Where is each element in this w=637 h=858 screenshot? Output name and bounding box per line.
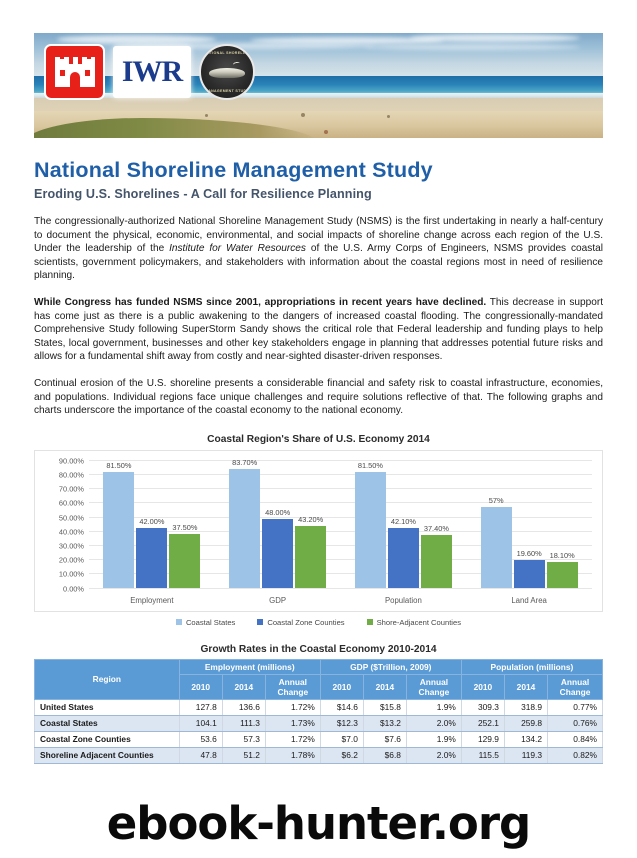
usace-castle-icon <box>44 44 105 100</box>
table-cell: $14.6 <box>320 699 363 715</box>
table-cell: 53.6 <box>179 731 222 747</box>
table-cell: 252.1 <box>461 715 504 731</box>
chart-bar-value-label: 42.10% <box>390 516 416 526</box>
beach-speck <box>324 130 328 134</box>
chart-bar-group <box>466 460 592 588</box>
table-cell: 0.84% <box>548 731 603 747</box>
table-cell: 309.3 <box>461 699 504 715</box>
table-cell: 2.0% <box>406 747 461 763</box>
chart-bar <box>421 523 452 588</box>
table-column-header: 2010 <box>179 674 222 699</box>
chart-legend-label: Coastal Zone Counties <box>267 617 345 627</box>
table-cell: $13.2 <box>363 715 406 731</box>
table-column-header: 2014 <box>504 674 547 699</box>
chart-bar <box>103 460 134 588</box>
chart-legend-swatch <box>176 619 182 625</box>
table-cell: 134.2 <box>504 731 547 747</box>
bar-chart <box>34 450 603 612</box>
table-header <box>35 659 603 699</box>
table-cell: $15.8 <box>363 699 406 715</box>
table-column-group-header: Employment (millions) <box>179 659 320 674</box>
table-cell: 104.1 <box>179 715 222 731</box>
chart-legend-label: Coastal States <box>185 617 236 627</box>
chart-bar <box>136 517 167 588</box>
header-banner-image <box>34 33 603 138</box>
table-cell: 47.8 <box>179 747 222 763</box>
chart-bar <box>262 508 293 587</box>
chart-y-tick-label: 0.00% <box>63 584 84 594</box>
chart-bar-value-label: 43.20% <box>298 515 324 525</box>
chart-bar-value-label: 81.50% <box>357 460 383 470</box>
chart-bar-value-label: 81.50% <box>106 460 132 470</box>
table-cell: 51.2 <box>222 747 265 763</box>
nsms-seal-bottom-text: MANAGEMENT STUDY <box>204 89 250 93</box>
table-column-header: Annual Change <box>265 674 320 699</box>
table-cell: 1.9% <box>406 699 461 715</box>
chart-legend-item[interactable] <box>367 618 461 627</box>
growth-rates-table <box>34 659 603 764</box>
table-cell: 57.3 <box>222 731 265 747</box>
chart-bar-group <box>89 460 215 588</box>
table-cell: 1.73% <box>265 715 320 731</box>
chart-x-tick-label: Population <box>384 595 422 605</box>
chart-legend-item[interactable] <box>257 618 344 627</box>
chart-bar-groups <box>89 457 592 588</box>
table-cell: 0.82% <box>548 747 603 763</box>
table-column-header: 2010 <box>320 674 363 699</box>
chart-y-tick-label: 50.00% <box>58 513 84 523</box>
table-cell: $7.0 <box>320 731 363 747</box>
chart-y-tick-label: 90.00% <box>58 456 84 466</box>
table-row-label: United States <box>35 699 180 715</box>
chart-bar-value-label: 37.40% <box>423 523 449 533</box>
chart-bar <box>295 515 326 587</box>
chart-bar <box>229 457 260 588</box>
chart-bar-value-label: 57% <box>488 495 504 505</box>
chart-y-tick-label: 20.00% <box>58 555 84 565</box>
chart-bar-value-label: 42.00% <box>139 517 165 526</box>
chart-bar <box>388 516 419 588</box>
table-cell: 1.78% <box>265 747 320 763</box>
chart-plot-area <box>58 456 592 594</box>
chart-x-tick-label: GDP <box>269 595 287 605</box>
table-cell: 119.3 <box>504 747 547 763</box>
table-column-header: 2014 <box>222 674 265 699</box>
table-column-group-header: Population (millions) <box>461 659 602 674</box>
table-cell: $6.2 <box>320 747 363 763</box>
chart-bar-value-label: 83.70% <box>232 457 258 467</box>
paragraph-1-text-a: The congressionally-authorized National Shoreline Management Study (NSMS) is the first undertaking in nearly a half-century to document the physical, economic, environmental, and social impacts of shoreline change across each region of the U.S. Under the leadership of the <box>34 216 603 255</box>
chart-title: Coastal Region's Share of U.S. Economy 2014 <box>207 433 430 445</box>
chart-legend-item[interactable] <box>176 618 235 627</box>
table-cell: 259.8 <box>504 715 547 731</box>
table-column-header: Annual Change <box>548 674 603 699</box>
table-cell: 318.9 <box>504 699 547 715</box>
table-cell: 115.5 <box>461 747 504 763</box>
table-row-label: Shoreline Adjacent Counties <box>35 747 180 763</box>
chart-legend-swatch <box>257 619 263 625</box>
chart-bar <box>169 523 200 587</box>
chart-bar <box>355 460 386 588</box>
nsms-seal-bird-icon <box>233 61 241 66</box>
paragraph-2-text: This decrease in support has come just as there is a public awakening to the dangers of increased coastal flooding. The congressionally-mandated Comprehensive Study following SuperStorm Sandy shows the critical role that Federal leadership and funding plays to help States, local government, businesses and other key stakeholders engage in planning that addresses potential future risks and allows for a fundamental shift away from costly and near-sighted disaster-driven responses. <box>34 296 603 363</box>
chart-bar-value-label: 18.10% <box>549 550 575 560</box>
table-column-group-header: Region <box>35 659 180 699</box>
institute-for-water-resources-emphasis: Institute for Water Resources <box>169 243 306 255</box>
table-cell: 1.72% <box>265 699 320 715</box>
page-subtitle: Eroding U.S. Shorelines - A Call for Resilience Planning <box>34 187 372 201</box>
iwr-logo: IWR <box>113 46 191 98</box>
table-cell: $6.8 <box>363 747 406 763</box>
paragraph-2-bold-lead: While Congress has funded NSMS since 2001, appropriations in recent years have declined. <box>34 296 487 308</box>
paragraph-intro <box>34 215 603 283</box>
table-cell: 0.76% <box>548 715 603 731</box>
nsms-seal-top-text: NATIONAL SHORELINE <box>204 51 250 55</box>
table-column-header: 2014 <box>363 674 406 699</box>
table-cell: 127.8 <box>179 699 222 715</box>
chart-y-tick-label: 10.00% <box>58 569 84 579</box>
table-cell: $7.6 <box>363 731 406 747</box>
banner-logo-row <box>44 44 255 100</box>
table-row <box>35 715 603 731</box>
chart-bar-value-label: 19.60% <box>516 548 542 558</box>
nsms-seal-icon <box>199 44 255 100</box>
chart-x-axis-labels <box>89 596 592 605</box>
table-row-label: Coastal Zone Counties <box>35 731 180 747</box>
paragraph-erosion: Continual erosion of the U.S. shoreline presents a considerable financial and safety risk to coastal infrastructure, economies, and populations. Individual regions face unique challenges and require solutions reflective of that. The following graphs and charts underscore the importance of the coastal economy to the national economy. <box>34 377 603 417</box>
chart-legend-label: Shore-Adjacent Counties <box>376 617 462 627</box>
chart-bar <box>547 550 578 588</box>
paragraph-funding <box>34 296 603 364</box>
chart-bar-group <box>215 457 341 588</box>
chart-y-tick-label: 40.00% <box>58 527 84 537</box>
table-column-header: 2010 <box>461 674 504 699</box>
nsms-seal-wave <box>209 68 245 78</box>
watermark-text: ebook-hunter.org <box>106 797 531 850</box>
chart-y-tick-label: 80.00% <box>58 470 84 480</box>
chart-bar-value-label: 37.50% <box>172 523 198 533</box>
table-cell: 1.72% <box>265 731 320 747</box>
cloud-shape <box>364 44 580 50</box>
chart-x-tick-label: Land Area <box>511 595 547 605</box>
chart-y-tick-label: 60.00% <box>58 498 84 508</box>
paragraph-1-text-b: of the U.S. Army Corps of Engineers, NSMS provides coastal scientists, government policymakers, and stakeholders with information about the coastal regions most in need of resilience planning. <box>34 243 603 282</box>
table-cell: 111.3 <box>222 715 265 731</box>
beach-speck <box>205 114 208 117</box>
table-group-header-row <box>35 659 603 674</box>
table-title: Growth Rates in the Coastal Economy 2010-2014 <box>200 643 437 655</box>
chart-bar <box>481 495 512 588</box>
table-body <box>35 699 603 763</box>
chart-legend <box>34 618 603 627</box>
chart-bar-group <box>341 460 467 588</box>
table-row <box>35 747 603 763</box>
chart-gridline <box>63 584 592 594</box>
table-row-label: Coastal States <box>35 715 180 731</box>
page-title: National Shoreline Management Study <box>34 158 433 182</box>
table-cell: 136.6 <box>222 699 265 715</box>
table-cell: 0.77% <box>548 699 603 715</box>
chart-x-tick-label: Employment <box>130 595 174 605</box>
table-cell: 129.9 <box>461 731 504 747</box>
chart-legend-swatch <box>367 619 373 625</box>
table-column-group-header: GDP ($Trillion, 2009) <box>320 659 461 674</box>
table-cell: $12.3 <box>320 715 363 731</box>
chart-bar <box>514 548 545 588</box>
beach-speck <box>387 115 390 118</box>
beach-speck <box>301 113 305 117</box>
chart-bar-value-label: 48.00% <box>265 508 291 518</box>
table-row <box>35 699 603 715</box>
table-row <box>35 731 603 747</box>
table-cell: 2.0% <box>406 715 461 731</box>
table-column-header: Annual Change <box>406 674 461 699</box>
table-cell: 1.9% <box>406 731 461 747</box>
chart-y-tick-label: 30.00% <box>58 541 84 551</box>
chart-y-tick-label: 70.00% <box>58 484 84 494</box>
document-page <box>0 33 637 858</box>
